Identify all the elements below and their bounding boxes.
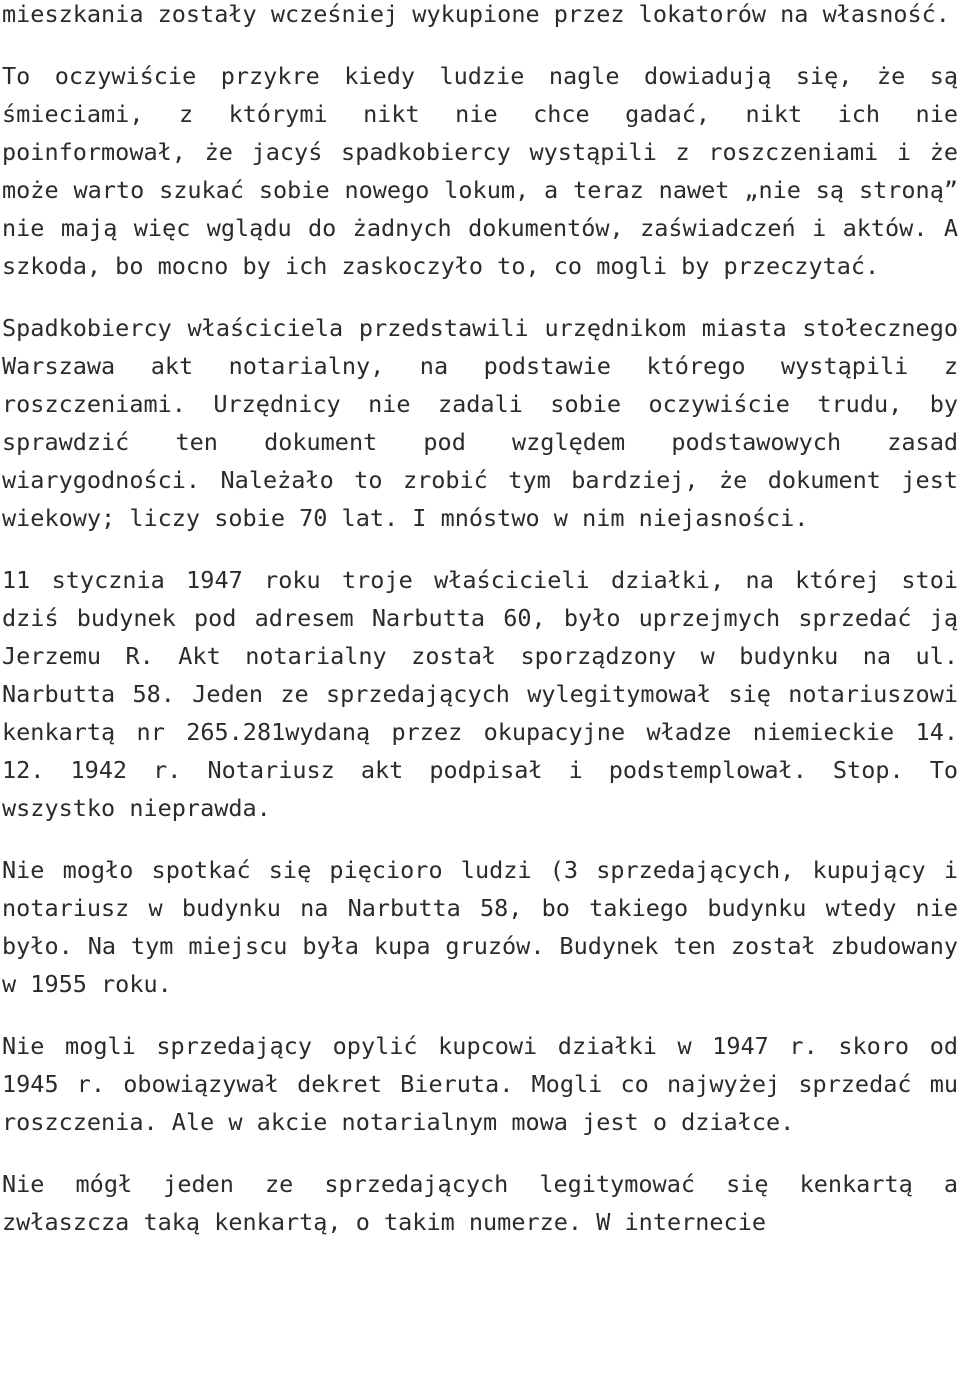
paragraph-5: Nie mogło spotkać się pięcioro ludzi (3 sprzedających, kupujący i notariusz w budynku na Narbutta 58, bo takiego budynku wtedy nie było. Na tym miejscu była kupa gruzów. Budynek ten został zbudowany w 1955 roku. [2,856,958,998]
paragraph-3: Spadkobiercy właściciela przedstawili urzędnikom miasta stołecznego Warszawa akt notarialny, na podstawie którego wystąpili z roszczeniami. Urzędnicy nie zadali sobie oczywiście trudu, by sprawdzić ten dokument pod względem podstawowych zasad wiarygodności. Należało to zrobić tym bardziej, że dokument jest wiekowy; liczy sobie 70 lat. I mnóstwo w nim niejasności. [2,314,958,532]
paragraph-6: Nie mogli sprzedający opylić kupcowi działki w 1947 r. skoro od 1945 r. obowiązywał dekret Bieruta. Mogli co najwyżej sprzedać mu roszczenia. Ale w akcie notarialnym mowa jest o działce. [2,1032,958,1136]
paragraph-1: mieszkania zostały wcześniej wykupione przez lokatorów na własność. [2,0,950,28]
article-body [2,0,958,1241]
paragraph-7: Nie mógł jeden ze sprzedających legitymować się kenkartą a zwłaszcza taką kenkartą, o takim numerze. W internecie [2,1170,958,1236]
paragraph-4: 11 stycznia 1947 roku troje właścicieli działki, na której stoi dziś budynek pod adresem Narbutta 60, było uprzejmych sprzedać ją Jerzemu R. Akt notarialny został sporządzony w budynku na ul. Narbutta 58. Jeden ze sprzedających wylegitymował się notariuszowi kenkartą nr 265.281wydaną przez okupacyjne władze niemieckie 14. 12. 1942 r. Notariusz akt podpisał i podstemplował. Stop. To wszystko nieprawda. [2,566,958,822]
paragraph-2: To oczywiście przykre kiedy ludzie nagle dowiadują się, że są śmieciami, z którymi nikt nie chce gadać, nikt ich nie poinformował, że jacyś spadkobiercy wystąpili z roszczeniami i że może warto szukać sobie nowego lokum, a teraz nawet „nie są stroną” nie mają więc wglądu do żadnych dokumentów, zaświadczeń i aktów. A szkoda, bo mocno by ich zaskoczyło to, co mogli by przeczytać. [2,62,958,280]
